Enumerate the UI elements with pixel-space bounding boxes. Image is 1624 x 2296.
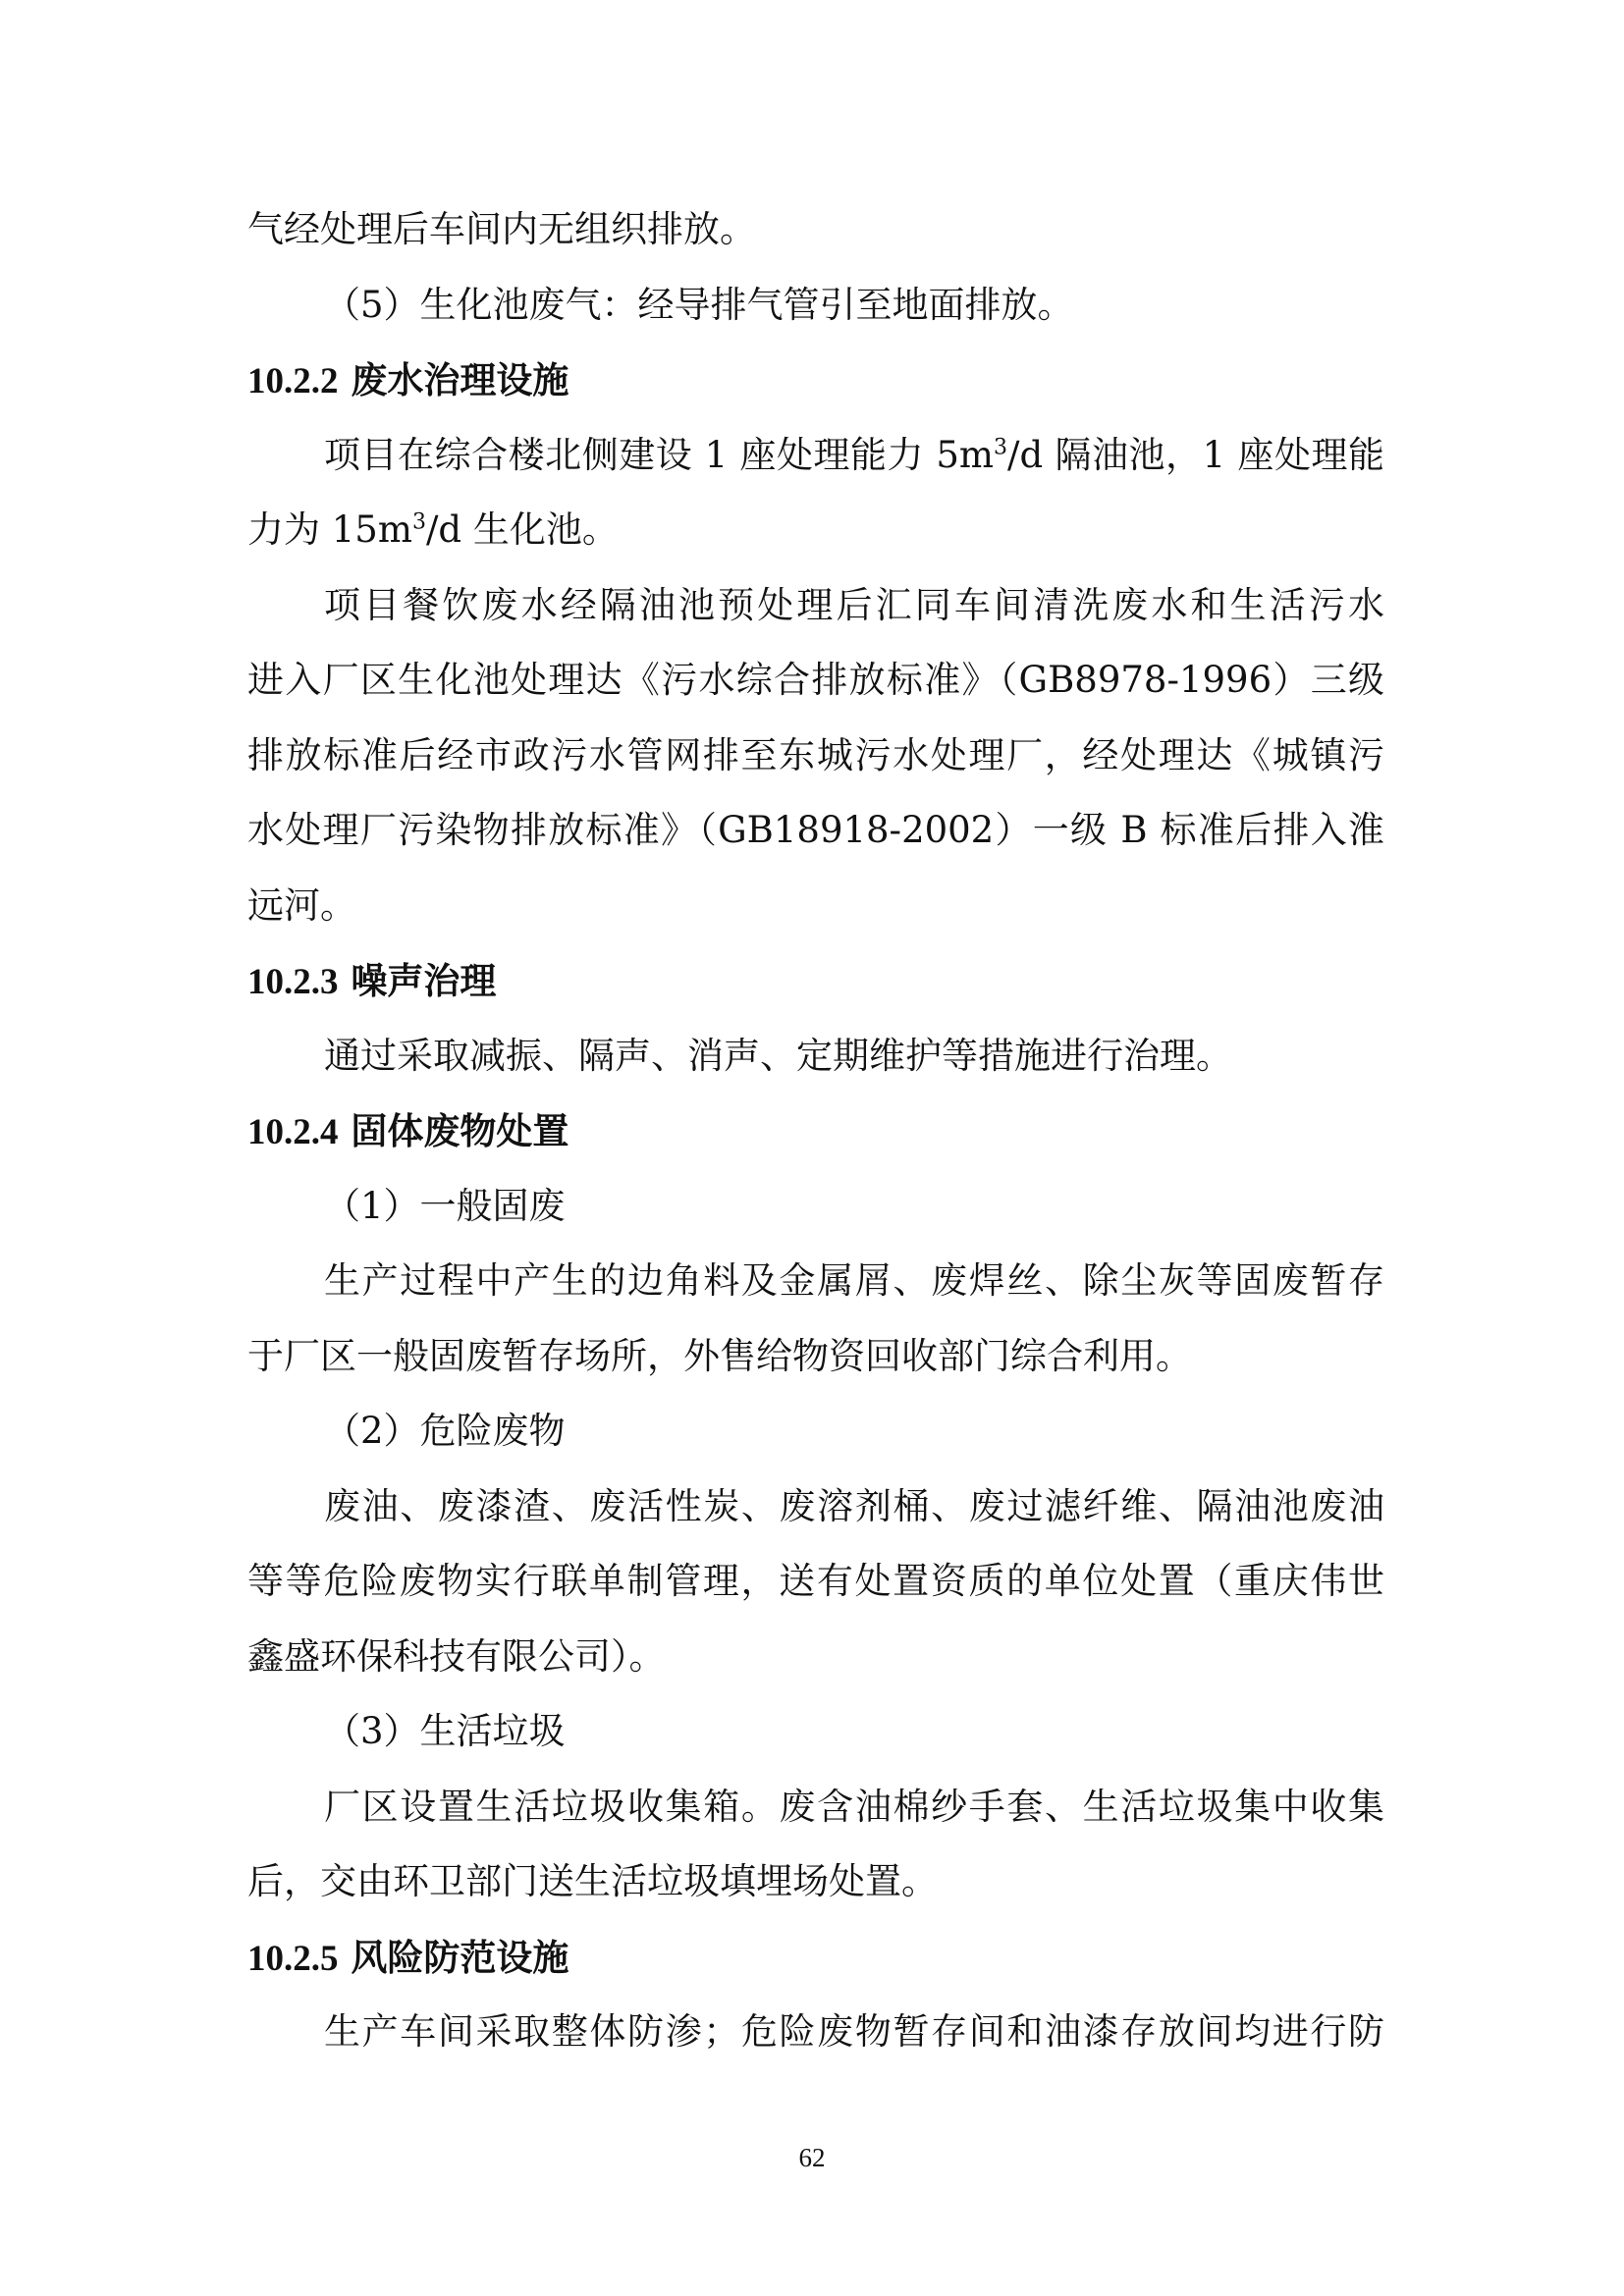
section-heading-10-2-5: [247, 1920, 1384, 1996]
text-run: 力为 15m: [247, 508, 412, 551]
paragraph-line: 气经处理后车间内无组织排放。: [247, 208, 756, 250]
text-run: 项目在综合楼北侧建设 1 座处理能力 5m: [324, 433, 995, 476]
superscript: 3: [994, 435, 1008, 460]
paragraph-line: 水处理厂污染物排放标准》（GB18918-2002）一级 B 标准后排入淮: [247, 809, 1384, 851]
paragraph-line: （5）生化池废气：经导排气管引至地面排放。: [324, 283, 1074, 326]
section-title: 噪声治理: [351, 959, 497, 1002]
paragraph-line: 后，交由环卫部门送生活垃圾填埋场处置。: [247, 1860, 938, 1902]
paragraph-line: [247, 493, 1384, 568]
paragraph-line: 废油、废漆渣、废活性炭、废溶剂桶、废过滤纤维、隔油池废油: [324, 1484, 1384, 1527]
section-title: 固体废物处置: [351, 1109, 569, 1152]
section-title: 废水治理设施: [351, 358, 569, 401]
paragraph-line: 进入厂区生化池处理达《污水综合排放标准》（GB8978-1996）三级: [247, 659, 1384, 701]
paragraph-line: 项目餐饮废水经隔油池预处理后汇同车间清洗废水和生活污水: [324, 583, 1384, 626]
section-heading-10-2-3: [247, 943, 1384, 1019]
paragraph-line: 远河。: [247, 883, 356, 927]
text-run: /d 生化池。: [425, 508, 619, 551]
paragraph-line: 厂区设置生活垃圾收集箱。废含油棉纱手套、生活垃圾集中收集: [324, 1785, 1384, 1828]
paragraph-line: 生产车间采取整体防渗；危险废物暂存间和油漆存放间均进行防: [324, 2010, 1384, 2053]
section-heading-10-2-2: [247, 343, 1384, 418]
section-number: 10.2.2: [247, 361, 339, 401]
paragraph-line: 排放标准后经市政污水管网排至东城污水处理厂，经处理达《城镇污: [247, 733, 1384, 776]
list-item-heading: （1）一般固废: [324, 1184, 566, 1227]
section-number: 10.2.4: [247, 1112, 339, 1152]
paragraph-line: [247, 418, 1384, 494]
paragraph-line: 等等危险废物实行联单制管理，送有处置资质的单位处置（重庆伟世: [247, 1560, 1384, 1602]
section-number: 10.2.5: [247, 1938, 339, 1979]
superscript: 3: [411, 509, 426, 535]
section-title: 风险防范设施: [351, 1935, 569, 1979]
paragraph-line: 于厂区一般固废暂存场所，外售给物资回收部门综合利用。: [247, 1334, 1192, 1377]
paragraph-line: 鑫盛环保科技有限公司）。: [247, 1634, 666, 1678]
list-item-heading: （3）生活垃圾: [324, 1710, 566, 1752]
section-heading-10-2-4: [247, 1094, 1384, 1169]
section-number: 10.2.3: [247, 962, 339, 1002]
paragraph-line: 通过采取减振、隔声、消声、定期维护等措施进行治理。: [324, 1034, 1232, 1077]
page-body: [247, 192, 1384, 2070]
page-number: 62: [798, 2143, 826, 2172]
list-item-heading: （2）危险废物: [324, 1410, 566, 1452]
text-run: /d 隔油池，1 座处理能: [1007, 433, 1384, 476]
paragraph-line: 生产过程中产生的边角料及金属屑、废焊丝、除尘灰等固废暂存: [324, 1259, 1384, 1302]
